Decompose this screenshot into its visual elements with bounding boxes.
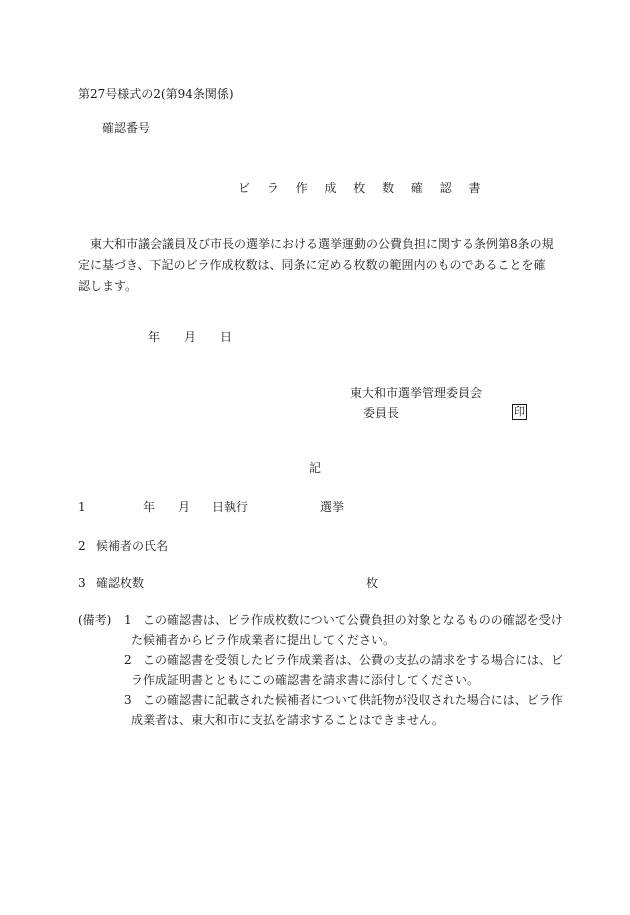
item-unit: 枚	[366, 576, 379, 590]
note-line-2: 成業者は、東大和市に支払を請求することはできません。	[131, 713, 444, 727]
seal-mark	[512, 404, 527, 420]
item-year-label: 年	[143, 500, 156, 514]
ki-heading: 記	[309, 461, 322, 475]
note-line-1: この確認書を受領したビラ作成業者は、公費の支払の請求をする場合には、ビ	[143, 653, 564, 667]
item-day-exec-label: 日執行	[212, 500, 249, 514]
item-election-label: 選挙	[320, 500, 345, 514]
note-number: 1	[124, 613, 132, 627]
confirmation-number-label: 確認番号	[102, 121, 151, 135]
item-number: 1	[78, 500, 86, 514]
note-line-2: た候補者からビラ作成業者に提出してください。	[131, 633, 396, 647]
issuer-title: 委員長	[363, 406, 400, 420]
document-title: ビ ラ 作 成 枚 数 確 認 書	[238, 181, 488, 195]
note-number: 2	[124, 653, 132, 667]
notes-label: (備考)	[78, 613, 112, 627]
date-day-label: 日	[220, 330, 233, 344]
note-line-2: ラ作成証明書とともにこの確認書を請求書に添付してください。	[131, 673, 480, 687]
item-label: 候補者の氏名	[96, 539, 169, 553]
note-line-1: この確認書に記載された候補者について供託物が没収された場合には、ビラ作	[143, 693, 563, 707]
document-body: 東大和市議会議員及び市長の選挙における選挙運動の公費負担に関する条例第8条の規定に基づき、下記のビラ作成枚数は、同条に定める枚数の範囲内のものであることを確認します。	[78, 237, 554, 293]
item-number: 3	[78, 576, 86, 590]
note-line-1: この確認書は、ビラ作成枚数について公費負担の対象となるものの確認を受け	[143, 613, 563, 627]
date-month-label: 月	[184, 330, 197, 344]
issuer-organization: 東大和市選挙管理委員会	[350, 386, 483, 400]
item-number: 2	[78, 539, 86, 553]
item-month-label: 月	[178, 500, 191, 514]
item-label: 確認枚数	[96, 576, 145, 590]
note-number: 3	[124, 693, 132, 707]
form-label: 第27号様式の2(第94条関係)	[78, 87, 234, 101]
seal-label: 印	[514, 405, 525, 418]
date-year-label: 年	[148, 330, 161, 344]
